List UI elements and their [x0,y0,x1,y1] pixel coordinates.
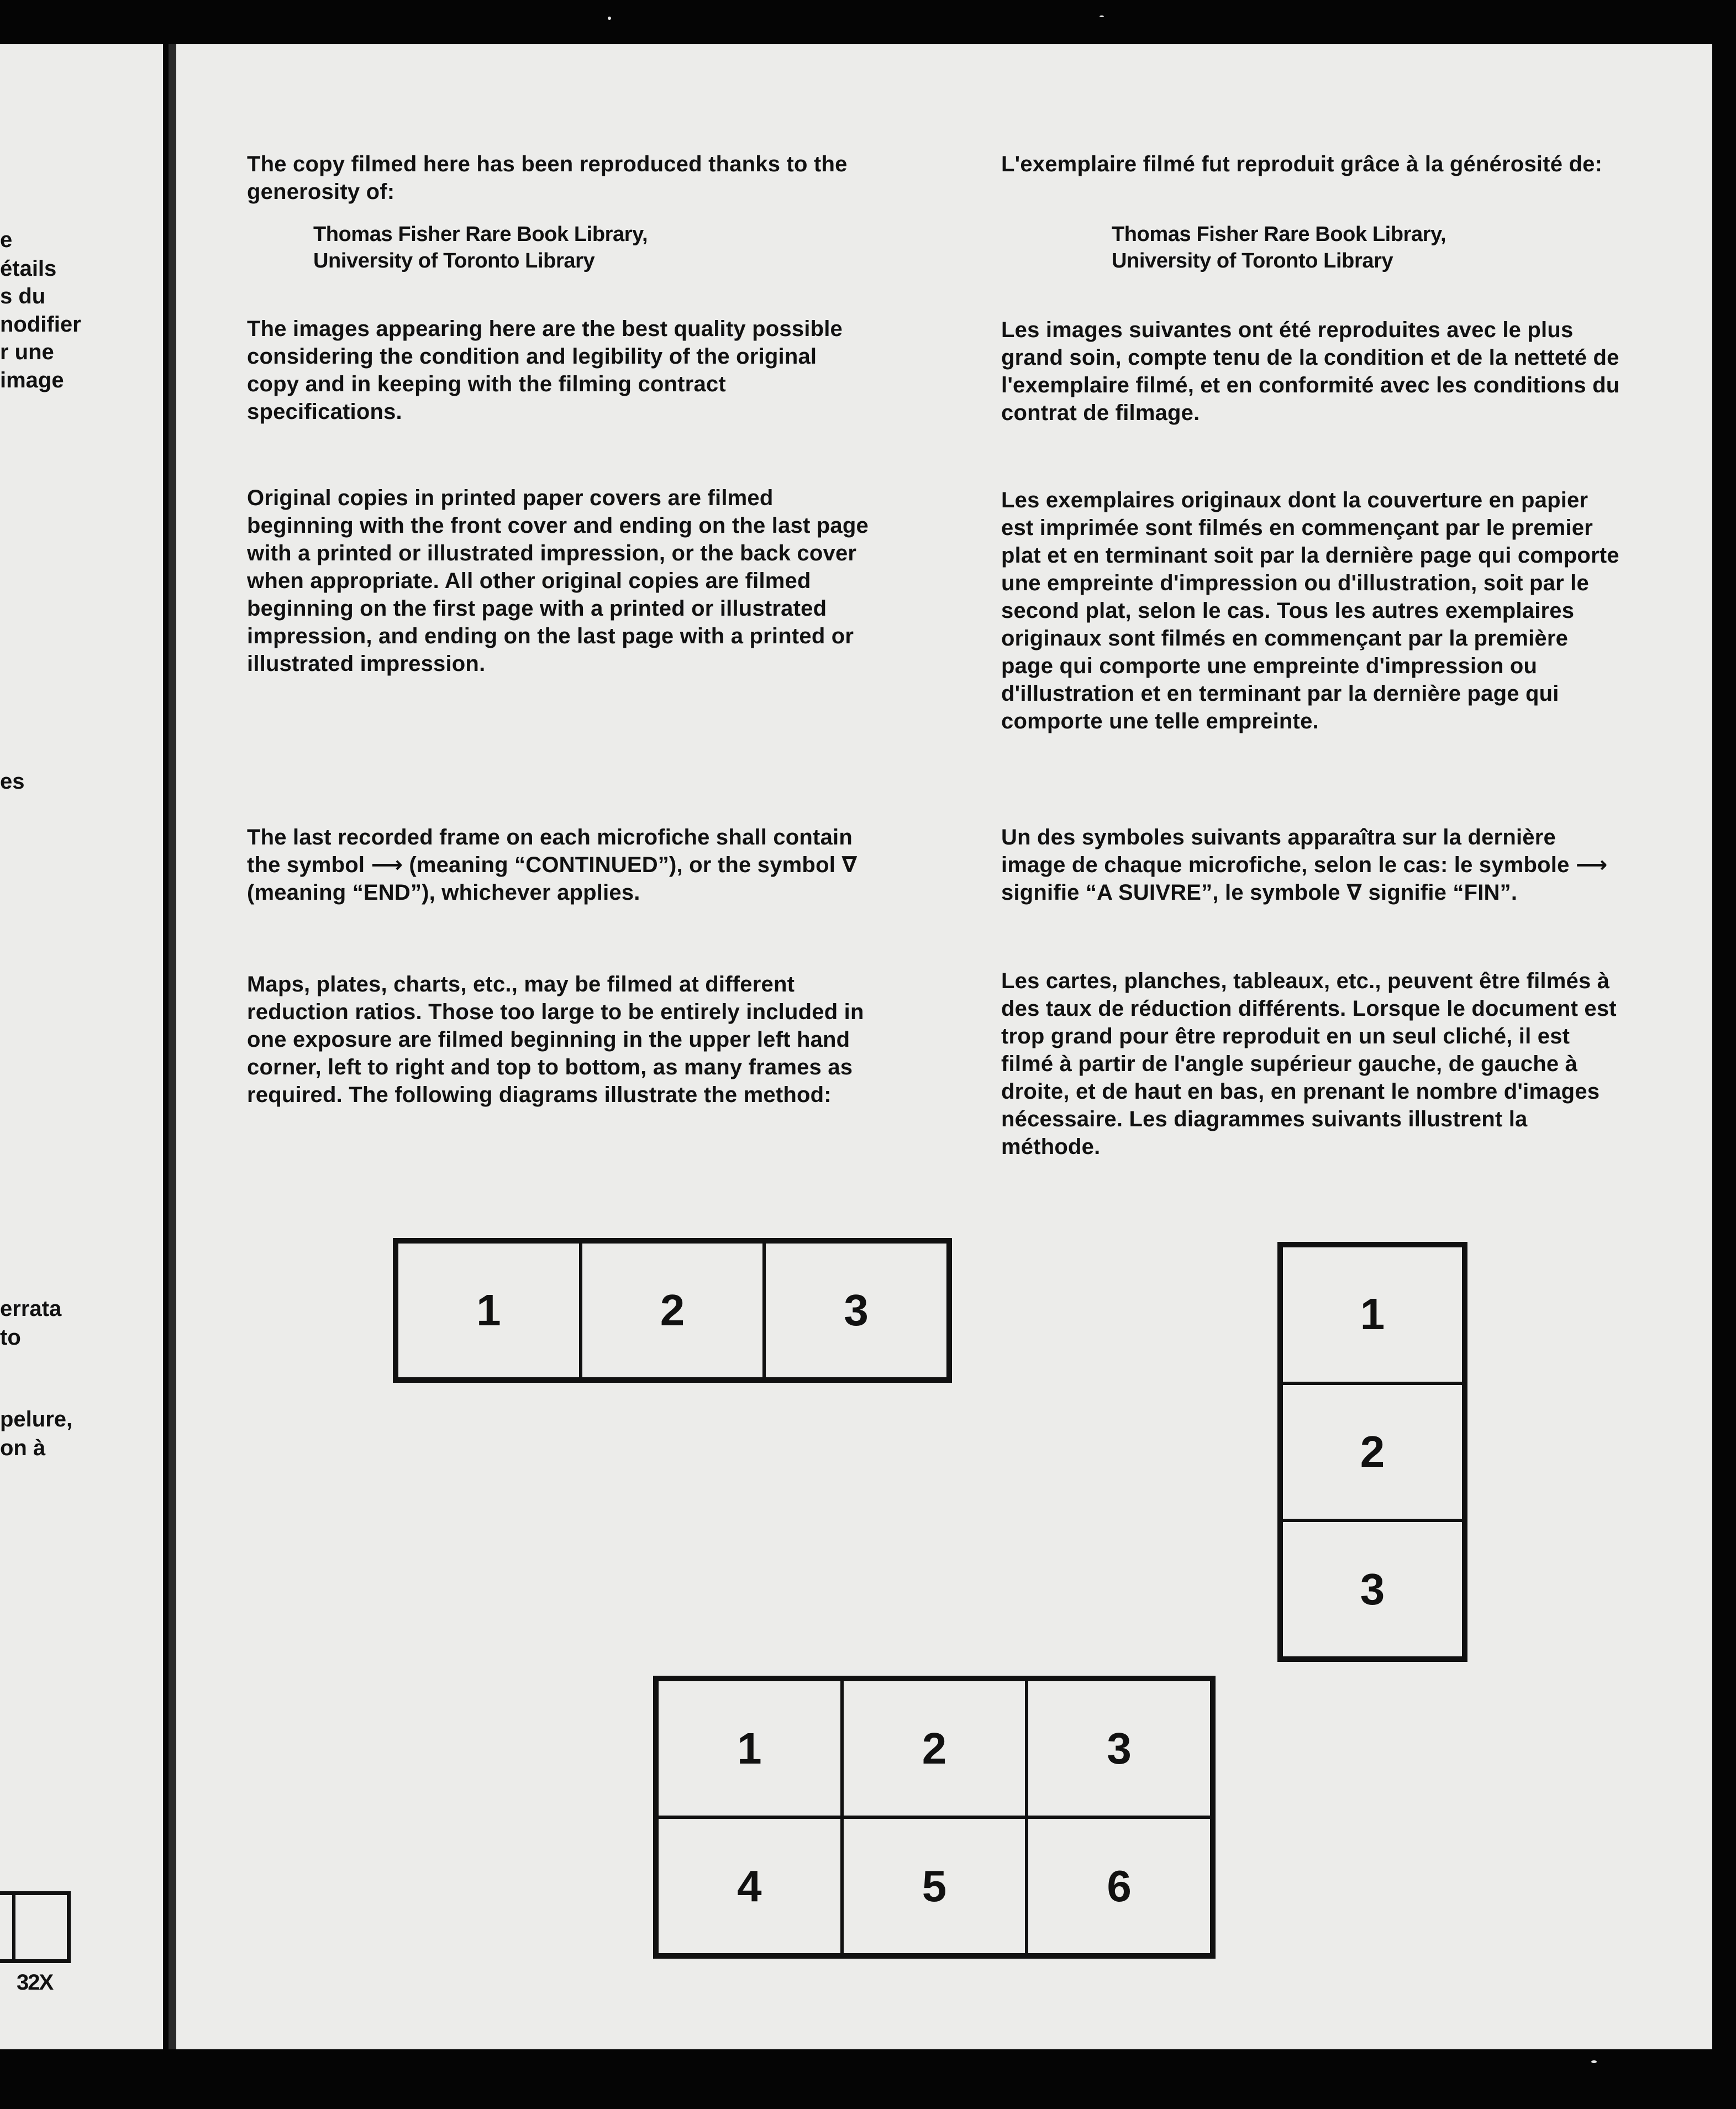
french-library-line2: University of Toronto Library [1112,249,1393,272]
english-library-line2: University of Toronto Library [313,249,595,272]
previous-page-fragment [0,44,163,2049]
prev-fragment-line: s du [0,284,46,308]
scan-speck [1591,2060,1597,2063]
diagram-column-of-three [1277,1242,1467,1662]
french-originals-paragraph: Les exemplaires originaux dont la couverture en papier est imprimée sont filmés en commençant par le premier plat et en terminant soit par la dernière page qui comporte une empreinte d'impression ou d'illustration, soit par le second plat, selon le cas. Tous les autres exemplaires originaux sont filmés en commençant par la première page qui comporte une empreinte d'impression ou d'illustration et en terminant par la dernière page qui comporte une telle empreinte. [1001,488,1619,733]
french-symbols-paragraph: Un des symboles suivants apparaîtra sur la dernière image de chaque microfiche, selon le cas: le symbole ⟶ signifie “A SUIVRE”, le symbole ∇ signifie “FIN”. [1001,825,1608,905]
english-quality-paragraph: The images appearing here are the best quality possible considering the condition and legibility of the original copy and in keeping with the filming contract specifications. [247,317,843,424]
french-acknowledgement: L'exemplaire filmé fut reproduit grâce à la générosité de: [1001,152,1603,176]
french-library-line1: Thomas Fisher Rare Book Library, [1112,223,1446,246]
prev-fragment-line: nodifier [0,312,81,337]
english-maps-paragraph: Maps, plates, charts, etc., may be filmed at different reduction ratios. Those too large to be entirely included in one exposure are filmed beginning in the upper left hand corner, left to right and top to bottom, as many frames as required. The following diagrams illustrate the method: [247,972,864,1107]
prev-fragment-line: to [0,1325,21,1350]
english-library-line1: Thomas Fisher Rare Book Library, [313,223,648,246]
frame-cell: 4 [657,1817,842,1955]
frame-cell: 1 [657,1680,842,1817]
french-quality-paragraph: Les images suivantes ont été reproduites avec le plus grand soin, compte tenu de la condition et de la netteté de l'exemplaire filmé, et en conformité avec les conditions du contrat de filmage. [1001,318,1620,425]
diagram-grid-of-six [653,1676,1216,1959]
reduction-target-box [0,1891,71,1963]
frame-cell: 2 [581,1242,765,1379]
frame-cell: 3 [1027,1680,1212,1817]
english-originals-paragraph: Original copies in printed paper covers are filmed beginning with the front cover and ending on the last page with a printed or illustrated impression, or the back cover when appropriate. All other original copies are filmed beginning on the first page with a printed or illustrated impression, and ending on the last page with a printed or illustrated impression. [247,486,869,676]
frame-cell: 5 [842,1817,1027,1955]
frame-cell: 2 [1281,1383,1464,1521]
english-acknowledgement: The copy filmed here has been reproduced thanks to the generosity of: [247,152,848,204]
scan-speck [608,17,611,20]
prev-fragment-line: errata [0,1297,62,1321]
frame-cell: 3 [1281,1520,1464,1658]
frame-cell: 6 [1027,1817,1212,1955]
prev-fragment-line: es [0,769,25,794]
scan-speck [1100,15,1104,17]
prev-fragment-line: pelure, [0,1407,73,1431]
diagram-row-of-three [393,1238,952,1383]
frame-cell: 1 [1281,1246,1464,1383]
frame-cell: 1 [397,1242,581,1379]
reduction-label: 32X [17,1970,53,1995]
prev-fragment-line: e [0,228,13,252]
prev-fragment-line: r une [0,340,54,364]
french-maps-paragraph: Les cartes, planches, tableaux, etc., peuvent être filmés à des taux de réduction différents. Lorsque le document est trop grand pour être reproduit en un seul cliché, il est filmé à partir de l'angle supérieur gauche, de gauche à droite, et de haut en bas, en prenant le nombre d'images nécessaire. Les diagrammes suivants illustrent la méthode. [1001,969,1617,1159]
prev-fragment-line: étails [0,256,57,281]
english-symbols-paragraph: The last recorded frame on each microfiche shall contain the symbol ⟶ (meaning “CONTINUED”), or the symbol ∇ (meaning “END”), whichever applies. [247,825,858,905]
frame-cell: 2 [842,1680,1027,1817]
prev-fragment-line: image [0,368,64,392]
prev-fragment-line: on à [0,1436,46,1460]
frame-cell: 3 [764,1242,948,1379]
